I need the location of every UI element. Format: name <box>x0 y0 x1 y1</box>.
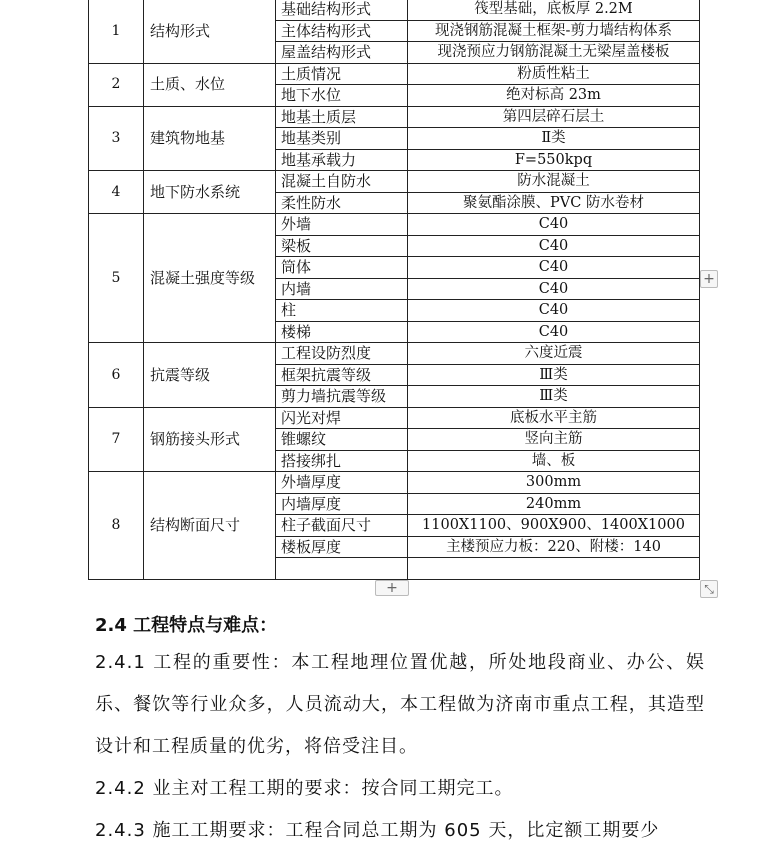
value-cell: 现浇钢筋混凝土框架-剪力墙结构体系 <box>408 20 700 42</box>
value-cell: 竖向主筋 <box>408 429 700 451</box>
category-cell: 钢筋接头形式 <box>144 407 276 472</box>
table-row <box>89 214 700 236</box>
row-number: 8 <box>89 472 144 580</box>
item-cell: 地基承载力 <box>276 149 408 171</box>
category-cell: 建筑物地基 <box>144 106 276 171</box>
item-cell: 主体结构形式 <box>276 20 408 42</box>
table-row <box>89 171 700 193</box>
value-cell: 第四层碎石层土 <box>408 106 700 128</box>
table-row <box>89 106 700 128</box>
row-number: 6 <box>89 343 144 408</box>
value-cell: C40 <box>408 235 700 257</box>
row-number: 5 <box>89 214 144 343</box>
section-heading: 2.4 工程特点与难点： <box>95 615 278 636</box>
project-spec-table <box>88 0 700 580</box>
item-cell: 闪光对焊 <box>276 407 408 429</box>
value-cell: C40 <box>408 300 700 322</box>
value-cell <box>408 558 700 580</box>
item-cell: 搭接绑扎 <box>276 450 408 472</box>
value-cell: 绝对标高 23m <box>408 85 700 107</box>
value-cell: C40 <box>408 321 700 343</box>
paragraph-construction-period: 2.4.3 施工工期要求：工程合同总工期为 605 天，比定额工期要少 <box>95 820 660 841</box>
value-cell: 1100X1100、900X900、1400X1000 <box>408 515 700 537</box>
item-cell: 锥螺纹 <box>276 429 408 451</box>
value-cell: Ⅱ类 <box>408 128 700 150</box>
value-cell: 底板水平主筋 <box>408 407 700 429</box>
value-cell: 粉质性粘土 <box>408 63 700 85</box>
value-cell: 现浇预应力钢筋混凝土无梁屋盖楼板 <box>408 42 700 64</box>
table-row <box>89 343 700 365</box>
category-cell: 抗震等级 <box>144 343 276 408</box>
item-cell: 梁板 <box>276 235 408 257</box>
value-cell: 防水混凝土 <box>408 171 700 193</box>
value-cell: Ⅲ类 <box>408 386 700 408</box>
item-cell: 地下水位 <box>276 85 408 107</box>
item-cell: 工程设防烈度 <box>276 343 408 365</box>
category-cell: 混凝土强度等级 <box>144 214 276 343</box>
item-cell: 柱 <box>276 300 408 322</box>
value-cell: 墙、板 <box>408 450 700 472</box>
value-cell: Ⅲ类 <box>408 364 700 386</box>
item-cell: 剪力墙抗震等级 <box>276 386 408 408</box>
value-cell: 主楼预应力板：220、附楼：140 <box>408 536 700 558</box>
table-row <box>89 63 700 85</box>
table-row <box>89 0 700 20</box>
row-number: 4 <box>89 171 144 214</box>
value-cell: F=550kpq <box>408 149 700 171</box>
category-cell: 土质、水位 <box>144 63 276 106</box>
item-cell: 屋盖结构形式 <box>276 42 408 64</box>
paragraph-owner-schedule: 2.4.2 业主对工程工期的要求：按合同工期完工。 <box>95 778 514 799</box>
table-row <box>89 407 700 429</box>
item-cell: 楼板厚度 <box>276 536 408 558</box>
add-row-button[interactable]: + <box>375 580 409 596</box>
row-number: 2 <box>89 63 144 106</box>
category-cell: 结构断面尺寸 <box>144 472 276 580</box>
value-cell: C40 <box>408 257 700 279</box>
item-cell: 柱子截面尺寸 <box>276 515 408 537</box>
row-number: 7 <box>89 407 144 472</box>
item-cell: 土质情况 <box>276 63 408 85</box>
value-cell: 300mm <box>408 472 700 494</box>
value-cell: 六度近震 <box>408 343 700 365</box>
item-cell: 筒体 <box>276 257 408 279</box>
category-cell: 结构形式 <box>144 0 276 63</box>
item-cell <box>276 558 408 580</box>
item-cell: 框架抗震等级 <box>276 364 408 386</box>
item-cell: 地基类别 <box>276 128 408 150</box>
item-cell: 内墙 <box>276 278 408 300</box>
item-cell: 柔性防水 <box>276 192 408 214</box>
item-cell: 内墙厚度 <box>276 493 408 515</box>
value-cell: 筏型基础，底板厚 2.2M <box>408 0 700 20</box>
value-cell: C40 <box>408 278 700 300</box>
value-cell: C40 <box>408 214 700 236</box>
value-cell: 240mm <box>408 493 700 515</box>
item-cell: 外墙厚度 <box>276 472 408 494</box>
row-number: 3 <box>89 106 144 171</box>
item-cell: 混凝土自防水 <box>276 171 408 193</box>
add-column-button[interactable]: + <box>700 270 718 288</box>
paragraph-importance: 2.4.1 工程的重要性：本工程地理位置优越，所处地段商业、办公、娱乐、餐饮等行业众多，人员流动大，本工程做为济南市重点工程，其造型设计和工程质量的优劣，将倍受注目。 <box>95 652 705 757</box>
row-number: 1 <box>89 0 144 63</box>
item-cell: 外墙 <box>276 214 408 236</box>
item-cell: 基础结构形式 <box>276 0 408 20</box>
category-cell: 地下防水系统 <box>144 171 276 214</box>
table-resize-handle[interactable]: ⤡ <box>700 580 718 598</box>
value-cell: 聚氨酯涂膜、PVC 防水卷材 <box>408 192 700 214</box>
table-row <box>89 472 700 494</box>
item-cell: 楼梯 <box>276 321 408 343</box>
spec-table-body <box>89 0 700 579</box>
item-cell: 地基土质层 <box>276 106 408 128</box>
